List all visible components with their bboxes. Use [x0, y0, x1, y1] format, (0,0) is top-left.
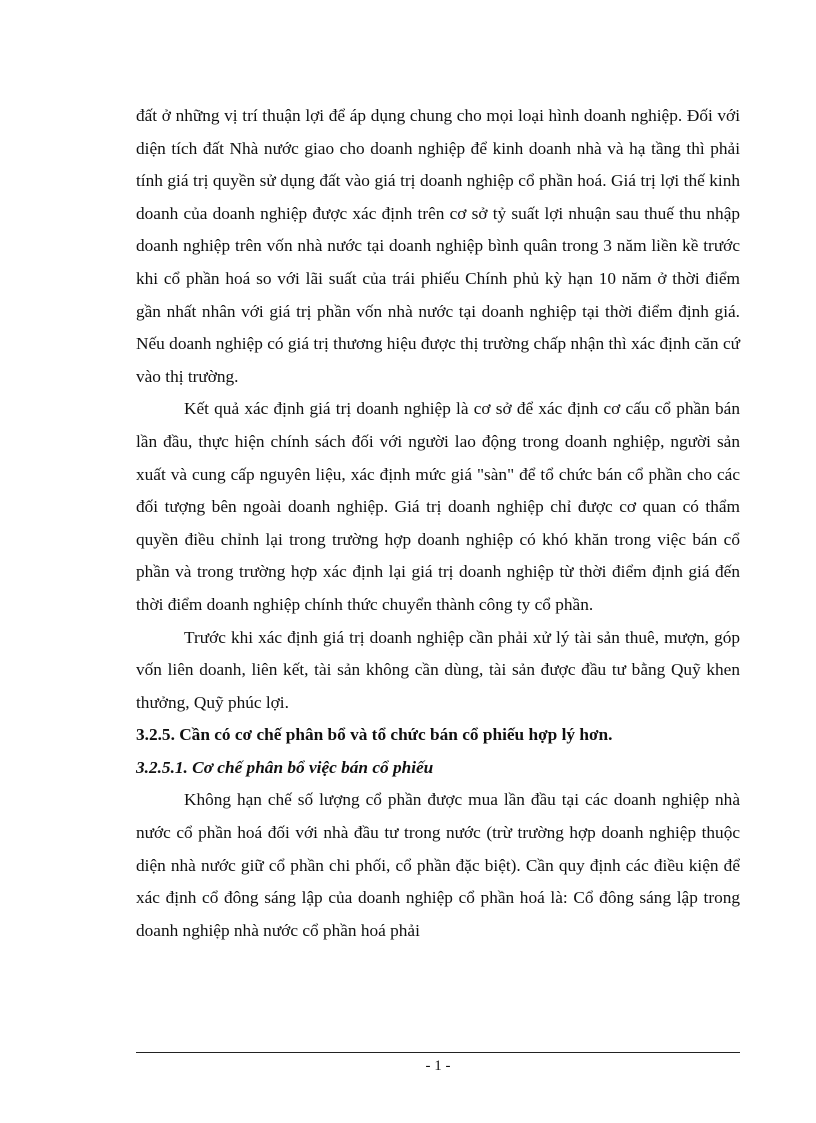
body-paragraph-1: đất ở những vị trí thuận lợi để áp dụng chung cho mọi loại hình doanh nghiệp. Đối với diện tích đất Nhà nước giao cho doanh nghiệp để kinh doanh nhà và hạ tầng thì phải tính giá trị quyền sử dụng đất vào giá trị doanh nghiệp cổ phần hoá. Giá trị lợi thế kinh doanh của doanh nghiệp được xác định trên cơ sở tỷ suất lợi nhuận sau thuế thu nhập doanh nghiệp trên vốn nhà nước tại doanh nghiệp bình quân trong 3 năm liền kề trước khi cổ phần hoá so với lãi suất của trái phiếu Chính phủ kỳ hạn 10 năm ở thời điểm gần nhất nhân với giá trị phần vốn nhà nước tại doanh nghiệp tại thời điểm định giá. Nếu doanh nghiệp có giá trị thương hiệu được thị trường chấp nhận thì xác định căn cứ vào thị trường. — [136, 106, 740, 386]
body-paragraph-3: Trước khi xác định giá trị doanh nghiệp cần phải xử lý tài sản thuê, mượn, góp vốn liên doanh, liên kết, tài sản không cần dùng, tài sản được đầu tư bằng Quỹ khen thưởng, Quỹ phúc lợi. — [136, 627, 740, 712]
body-paragraph-2: Kết quả xác định giá trị doanh nghiệp là cơ sở để xác định cơ cấu cổ phần bán lần đầu, thực hiện chính sách đối với người lao động trong doanh nghiệp, người sản xuất và cung cấp nguyên liệu, xác định mức giá "sàn" để tổ chức bán cổ phần cho các đối tượng bên ngoài doanh nghiệp. Giá trị doanh nghiệp chỉ được cơ quan có thẩm quyền điều chỉnh lại trong trường hợp doanh nghiệp có khó khăn trong việc bán cổ phần và trong trường hợp xác định lại giá trị doanh nghiệp từ thời điểm định giá đến thời điểm doanh nghiệp chính thức chuyển thành công ty cổ phần. — [136, 399, 740, 614]
body-paragraph-4: Không hạn chế số lượng cổ phần được mua lần đầu tại các doanh nghiệp nhà nước cổ phần hoá đối với nhà đầu tư trong nước (trừ trường hợp doanh nghiệp thuộc diện nhà nước giữ cổ phần chi phối, cổ phần đặc biệt). Cần quy định các điều kiện để xác định cổ đông sáng lập của doanh nghiệp cổ phần hoá là: Cổ đông sáng lập trong doanh nghiệp nhà nước cổ phần hoá phải — [136, 790, 740, 940]
document-page — [136, 100, 740, 947]
footer-divider — [136, 1052, 740, 1053]
section-heading-3-2-5: 3.2.5. Cần có cơ chế phân bổ và tổ chức bán cổ phiếu hợp lý hơn. — [136, 725, 613, 745]
page-number: - 1 - — [425, 1058, 451, 1074]
subsection-heading-3-2-5-1: 3.2.5.1. Cơ chế phân bổ việc bán cổ phiếu — [136, 757, 434, 777]
